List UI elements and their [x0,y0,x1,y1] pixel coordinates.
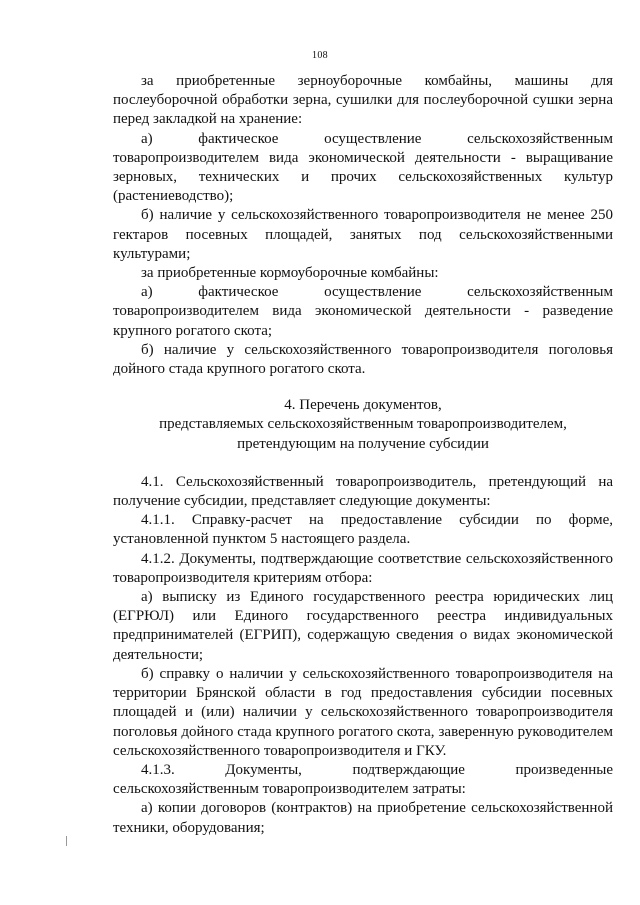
paragraph-4-1-1: 4.1.1. Справку-расчет на предоставление субсидии по форме, установленной пунктом 5 настоящего раздела. [113,512,613,548]
paragraph-criterion-b-area: б) наличие у сельскохозяйственного товаропроизводителя не менее 250 гектаров посевных площадей, занятых под сельскохозяйственными культурами; [113,207,613,262]
section-heading-line-3: претендующим на получение субсидии [237,435,489,452]
paragraph-4-1-2-b: б) справку о наличии у сельскохозяйственного товаропроизводителя на территории Брянской области в год предоставления субсидии посевных площадей и (или) наличии у сельскохозяйственного товаропроизводителя поголовья дойного стада крупного рогатого скота, заверенную руководителем сельскохозяйственного товаропроизводителя и ГКУ. [113,665,613,759]
paragraph-criterion-a-crops: а) фактическое осуществление сельскохозяйственным товаропроизводителем вида экономической деятельности - выращивание зерновых, технических и прочих сельскохозяйственных культур (растениеводство); [113,130,613,205]
paragraph-4-1: 4.1. Сельскохозяйственный товаропроизводитель, претендующий на получение субсидии, представляет следующие документы: [113,473,613,510]
paragraph-grain-harvesters: за приобретенные зерноуборочные комбайны, машины для послеуборочной обработки зерна, сушилки для послеуборочной сушки зерна перед закладкой на хранение: [113,73,613,128]
section-heading-line-2: представляемых сельскохозяйственным товаропроизводителем, [159,416,567,433]
paragraph-4-1-3-a: а) копии договоров (контрактов) на приобретение сельскохозяйственной техники, оборудования; [113,800,613,836]
margin-mark [66,836,67,846]
document-body [113,72,613,838]
paragraph-criterion-a-cattle: а) фактическое осуществление сельскохозяйственным товаропроизводителем вида экономической деятельности - разведение крупного рогатого скота; [113,284,613,339]
paragraph-4-1-3: 4.1.3. Документы, подтверждающие произведенные сельскохозяйственным товаропроизводителем затраты: [113,761,613,798]
paragraph-criterion-b-herd: б) наличие у сельскохозяйственного товаропроизводителя поголовья дойного стада крупного рогатого скота. [113,341,613,378]
paragraph-4-1-2: 4.1.2. Документы, подтверждающие соответствие сельскохозяйственного товаропроизводителя критериям отбора: [113,550,613,586]
section-heading [113,396,613,454]
section-heading-line-1: 4. Перечень документов, [284,397,442,414]
page-number: 108 [312,50,328,61]
paragraph-forage-harvesters: за приобретенные кормоуборочные комбайны: [141,265,439,282]
paragraph-4-1-2-a: а) выписку из Единого государственного реестра юридических лиц (ЕГРЮЛ) или Единого государственного реестра индивидуальных предпринимателей (ЕГРИП), содержащую сведения о видах экономической деятельности; [113,589,613,663]
